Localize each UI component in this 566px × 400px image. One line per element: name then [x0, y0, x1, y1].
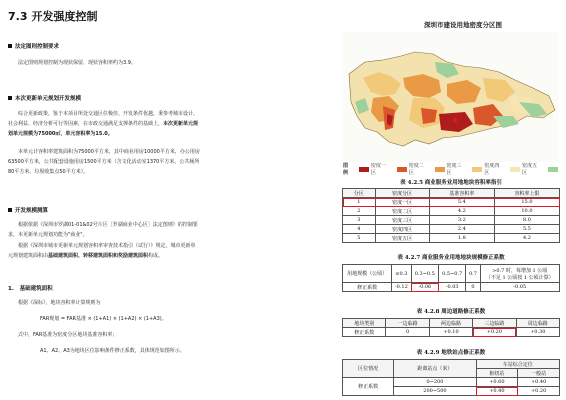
- legend-label: 图例: [343, 163, 349, 176]
- table-cell: ≤0.3: [392, 265, 411, 283]
- table-header-cell: 车站综合定位: [476, 360, 559, 369]
- table-cell: -0.03: [439, 283, 466, 292]
- table-cell: 10.0: [494, 207, 559, 216]
- paragraph-line: 63500平方米，公共配套设施用房1500平方米（含文化活动室1370平方米，公共厕所: [8, 159, 200, 165]
- legend-item: 密度二区: [397, 162, 429, 176]
- table-row: [343, 198, 560, 207]
- table-row: [343, 265, 560, 283]
- formula-line: FAR规划 = FAR基准 × (1+A1) × (1+A2) × (1+A3)。: [40, 316, 167, 322]
- subheading-renewal-scale: [8, 94, 81, 102]
- table-cell: 2.4: [429, 225, 494, 234]
- table-cell: 密度一区: [375, 198, 429, 207]
- table-row: [343, 378, 560, 387]
- table-cell: 3: [343, 216, 376, 225]
- table-row: [343, 207, 560, 216]
- table-row: [343, 216, 560, 225]
- table-cell: -0.05: [480, 283, 559, 292]
- table-cell: 密度二区: [375, 207, 429, 216]
- legend-item: 密度五区: [510, 162, 542, 176]
- table-header-cell: 距离站点（米）: [394, 360, 476, 378]
- bullet-square-icon: [8, 208, 12, 212]
- table-cell: +0.20: [518, 387, 560, 396]
- table-header-cell: 周边临路: [516, 319, 559, 328]
- paragraph-line: 根据依据《深圳市罗湖01-01&02号片区［罗湖商业中心区］法定图则》的控制要: [18, 222, 198, 228]
- paragraph-line: 求，本更新单元规划功能为"商业"。: [8, 232, 88, 238]
- table-row: [343, 328, 560, 337]
- table-row: [343, 283, 560, 292]
- table-cell: 0.3~0.5: [411, 265, 438, 283]
- paragraph-line: 本单元计容积率建筑面积为75000平方米，其中商业用房10000平方米，办公用房: [18, 149, 200, 155]
- table-cell-highlighted: +0.40: [476, 387, 518, 396]
- legend-item: [548, 167, 560, 172]
- table-header-cell: 区位情况: [343, 360, 394, 378]
- table-header-row: [343, 360, 560, 369]
- table-road-correction: [342, 318, 560, 337]
- paragraph-line: 划单元规模为75000㎡，单元容积率为15.0。: [8, 131, 113, 137]
- table-header-cell: 一般站: [518, 369, 560, 378]
- table-cell: 密度三区: [375, 216, 429, 225]
- table-cell: 密度四区: [375, 225, 429, 234]
- table-cell: +0.10: [429, 328, 472, 337]
- bullet-square-icon: [8, 44, 12, 48]
- table-header-cell: 三边临路: [473, 319, 516, 328]
- table-header-cell: 枢纽站: [476, 369, 518, 378]
- table-cell: 1: [343, 198, 376, 207]
- table-cell: +0.40: [518, 378, 560, 387]
- table-caption-4-2-8: 表 4.2.8 周边道路修正系数: [416, 309, 486, 315]
- table-header-cell: 地块类别: [343, 319, 386, 328]
- table-size-correction: [342, 264, 560, 292]
- map-legend: [343, 164, 566, 174]
- table-header-row: [343, 189, 560, 198]
- table-row: [343, 234, 560, 243]
- legend-item: 密度三区: [435, 162, 467, 176]
- table-cell: 200~500: [394, 387, 476, 396]
- paragraph-line: 80平方米，垃圾收集点50平方米）。: [8, 169, 89, 175]
- table-metro-correction: [342, 359, 560, 396]
- table-cell-highlighted: -0.06: [411, 283, 438, 292]
- table-cell: 4.2: [494, 234, 559, 243]
- table-cell: 4.2: [429, 207, 494, 216]
- subheading-text: 本次更新单元规划开发规模: [15, 96, 82, 102]
- section-number: 7.3: [8, 10, 28, 23]
- paragraph-line: 根据《深圳市城市更新单元规划容积率审查技术指引（试行）》规定，城市更新单: [18, 243, 196, 249]
- table-cell: +0.60: [476, 378, 518, 387]
- paragraph-line: 根据《深标》，地块容积率计算规则为: [18, 300, 101, 306]
- subheading-base-area: [8, 284, 53, 292]
- table-cell: +0.30: [516, 328, 559, 337]
- subheading-text: 基础建筑面积: [19, 286, 53, 292]
- paragraph-line: 社会利益、经济分析可行等因素，在市政交通满足支撑条件的基础上，本次更新单元规: [8, 121, 199, 127]
- table-cell: -0.12: [392, 283, 411, 292]
- table-caption-4-2-9: 表 4.2.9 地铁站点修正系数: [416, 350, 486, 356]
- legend-swatch: [397, 167, 407, 172]
- table-caption-4-2-7: 表 4.2.7 商业服务业用地地块规模修正系数: [397, 255, 505, 261]
- paragraph-renewal-scale: [8, 109, 268, 139]
- subheading-scale-calc: [8, 206, 48, 214]
- table-cell: 修正系数: [343, 328, 386, 337]
- subheading-text: 开发规模测算: [15, 208, 49, 214]
- figure-column: [340, 0, 566, 400]
- table-cell: 5.5: [494, 225, 559, 234]
- bullet-square-icon: [8, 96, 12, 100]
- shenzhen-map-image: [343, 32, 559, 162]
- table-cell: >0.7 时，每增加 1 公顷 （不足 1 公顷按 1 公顷计算）: [480, 265, 559, 283]
- section-title-text: 开发强度控制: [31, 10, 98, 23]
- table-row: [343, 225, 560, 234]
- paragraph-scale-calc-1: [8, 220, 268, 240]
- table-header-cell: 两边临路: [429, 319, 472, 328]
- paragraph-line: A1、A2、A3为地块区位影响条件修正系数，具体规范如图所示。: [40, 348, 185, 354]
- table-cell: 1.8: [429, 234, 494, 243]
- table-cell: 8.0: [494, 216, 559, 225]
- legend-item: 密度四区: [472, 162, 504, 176]
- subheading-number: 1.: [8, 286, 14, 292]
- section-title: [8, 8, 98, 24]
- table-header-cell: 容积率上限: [494, 189, 559, 198]
- table-cell: 密度五区: [375, 234, 429, 243]
- table-cell: 15.0: [494, 198, 559, 207]
- density-zoning-map: [343, 32, 559, 162]
- paragraph-line: 式中，FAR基准为密度分区地块基准容积率；: [18, 332, 118, 338]
- legend-swatch: [510, 167, 520, 172]
- table-caption-4-2-5: 表 4.2.5 商业服务业用地地块容积率指引: [400, 180, 502, 186]
- table-cell: 4: [343, 225, 376, 234]
- table-cell: 2: [343, 207, 376, 216]
- table-header-cell: 一边临路: [386, 319, 429, 328]
- table-cell: 0.5~0.7: [439, 265, 466, 283]
- table-cell: 0~200: [394, 378, 476, 387]
- table-header-cell: 密度分区: [375, 189, 429, 198]
- paragraph-floor-area: [8, 147, 268, 177]
- paragraph-line: 综合更新政策，鉴于本项目所处交通区位极佳、开发条件优越，秉参考城市设计、: [18, 111, 199, 117]
- table-header-cell: 用地规模（公顷）: [343, 265, 392, 283]
- table-cell: 0: [386, 328, 429, 337]
- table-header-cell: 修正系数: [343, 378, 394, 396]
- table-density-far: [342, 188, 560, 243]
- table-cell-highlighted: +0.20: [473, 328, 516, 337]
- legend-swatch: [435, 167, 445, 172]
- paragraph-scale-calc-2: [8, 241, 268, 261]
- table-cell: 3.2: [429, 216, 494, 225]
- table-header-row: [343, 319, 560, 328]
- subheading-legal-plan: [8, 42, 59, 50]
- table-cell: 5: [343, 234, 376, 243]
- paragraph-base-area: [8, 298, 268, 356]
- paragraph-legal-plan: [8, 58, 268, 68]
- table-header-cell: 分区: [343, 189, 376, 198]
- legend-swatch: [472, 167, 482, 172]
- legend-item: 密度一区: [359, 162, 391, 176]
- paragraph-line: 法定图则规划控制为现状保留，现状容积率约为3.9。: [18, 60, 136, 66]
- table-cell: 0: [466, 283, 480, 292]
- table-header-cell: 修正系数: [343, 283, 392, 292]
- legend-swatch: [548, 167, 558, 172]
- table-cell: 0.7: [466, 265, 480, 283]
- map-title: 深圳市建设用地密度分区图: [424, 21, 502, 29]
- legend-swatch: [359, 167, 369, 172]
- table-header-cell: 基准容积率: [429, 189, 494, 198]
- paragraph-line: 元规划建筑面积由基础建筑面积、转移建筑面积和奖励建筑面积构成。: [8, 253, 164, 259]
- table-cell: 5.4: [429, 198, 494, 207]
- subheading-text: 法定图则控制要求: [15, 44, 60, 50]
